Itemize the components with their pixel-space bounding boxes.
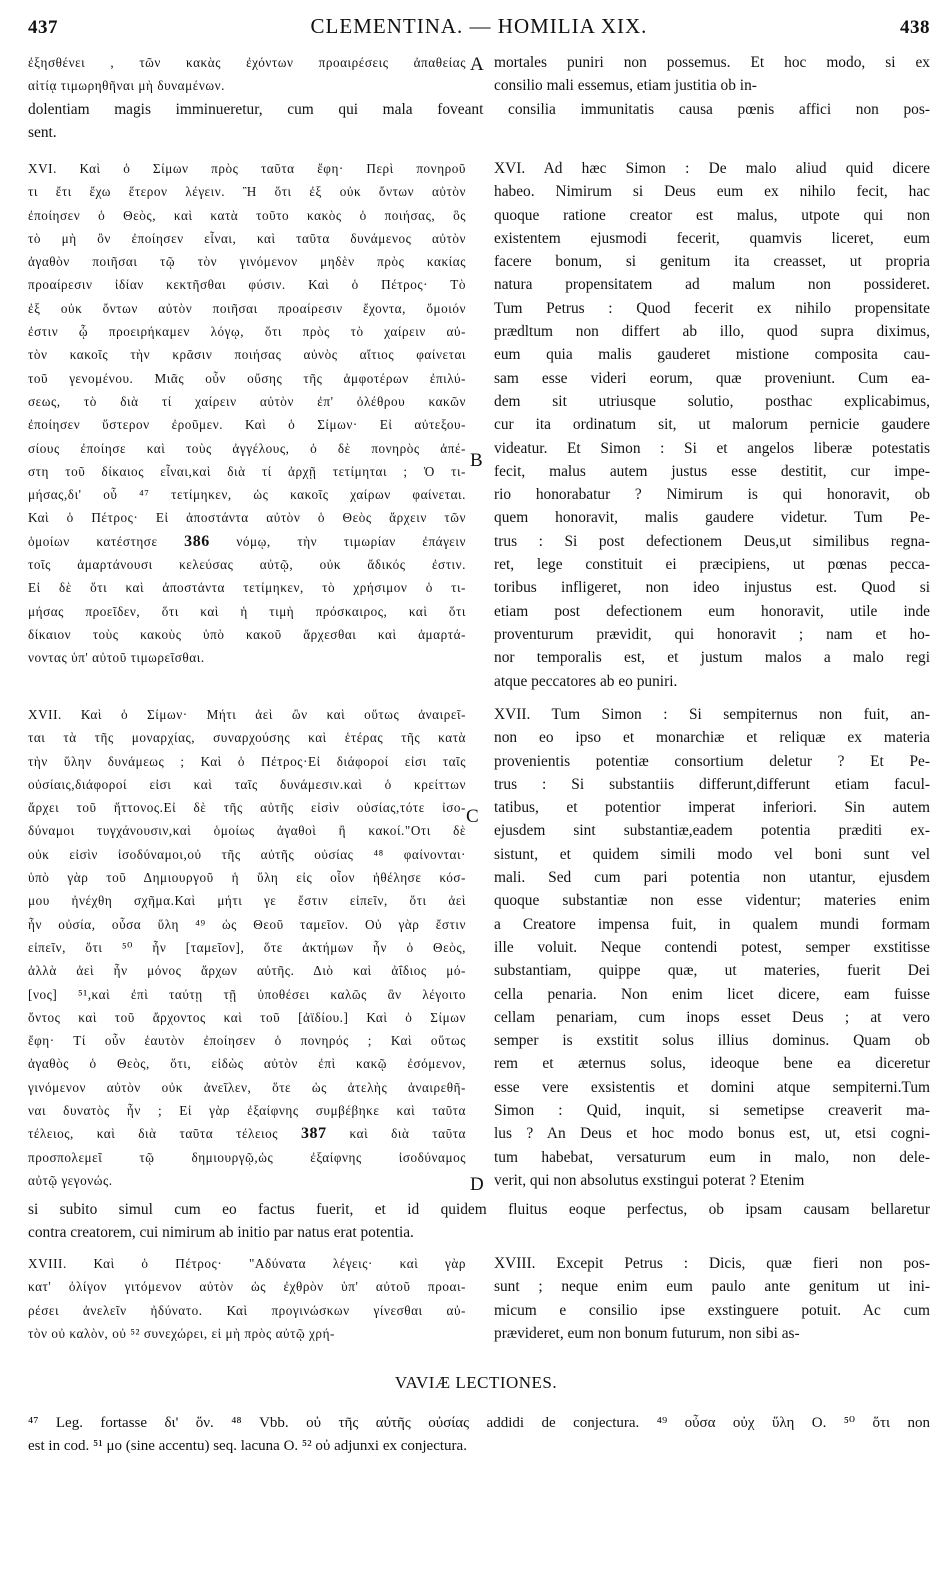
footnotes — [28, 1412, 930, 1459]
text-line: tatibus, et potentior imperat inferiori. Sin autem — [494, 799, 930, 817]
text-line: est in cod. ⁵¹ μο (sine accentu) seq. lacuna O. ⁵² οὐ adjunxi ex conjectura. — [28, 1438, 467, 1455]
text-line: Simon : Quid, inquit, si semetipse creaverit ma- — [494, 1102, 930, 1120]
text-line: αἰτίᾳ τιμωρηθῆναι μὴ δυναμένων. — [28, 78, 225, 94]
text-line: ἀλλὰ ἀεὶ ἦν μόνος ἄρχων αὐτῆς. Διὸ καὶ ἀΐδιος μό- — [28, 963, 466, 979]
text-line: ἦν οὐσία, οὖσα ὕλη ⁴⁹ ὡς Θεοῦ ταμεῖον. Οὐ γὰρ ἔστιν — [28, 916, 466, 932]
margin-marker-b: B — [470, 450, 483, 471]
text-line: facere bonum, si genitum ita creasset, ut propria — [494, 253, 930, 271]
margin-marker-a: A — [470, 54, 484, 75]
text-line: XVII. Tum Simon : Si sempiternus non fuit, an- — [494, 706, 930, 723]
text-line: non eo ipso et monarchiæ et reliquæ ex materia — [494, 729, 930, 747]
text-line: natura propensitatem ad malum non possideret. — [494, 276, 930, 294]
text-line: εἰπεῖν, ὅτι ⁵⁰ ἦν [ταμεῖον], ὅτε ἀκτήμων ἦν ὁ Θεὸς, — [28, 939, 466, 955]
text-line: prævideret, eum non bonum futurum, non sibi as- — [494, 1324, 800, 1342]
text-line: ἔφη· Τί οὖν ἑαυτὸν ἐποίησεν ὁ πονηρός ; Καὶ οὕτως — [28, 1033, 466, 1049]
text-line: ⁴⁷ Leg. fortasse δι' ὅν. ⁴⁸ Vbb. οὐ τῆς αὐτῆς οὐσίας addidi de conjectura. ⁴⁹ οὖσα οὐχ ὕλη O. ⁵⁰ ὅτι non — [28, 1415, 930, 1431]
text-line: στη τοῦ δίκαιος εἶναι,καὶ διὰ τί ἀρχῇ τετίμηται ; Ὁ τι- — [28, 463, 466, 479]
text-line: lus ? An Deus et hoc modo bonus est, ut, etsi cogni- — [494, 1125, 930, 1143]
greek-section-xvii — [28, 703, 466, 1192]
text-line: rio honorabatur ? Nimirum is qui honoravit, ob — [494, 486, 930, 504]
greek-section-xvi — [28, 157, 466, 670]
text-line: existentem ejusmodi fecerit, quamvis liceret, eum — [494, 229, 930, 247]
text-line: dolentiam magis imminueretur, cum qui mala foveant consilia immunitatis causa pœnis affici non pos- — [28, 101, 930, 118]
running-title: CLEMENTINA. — HOMILIA XIX. — [310, 14, 648, 38]
full-width-xvii — [28, 1198, 930, 1245]
text-line: XVIII. Excepit Petrus : Dicis, quæ fieri non pos- — [494, 1255, 930, 1272]
text-line: ὄντος καὶ τοῦ ἄρχοντος καὶ τοῦ [ἀϊδίου.] Καὶ ὁ Σίμων — [28, 1009, 466, 1025]
text-line: cur ita ordinatum sit, ut malorum pernicie gaudere — [494, 416, 930, 434]
text-line: αὐτῷ γεγονώς. — [28, 1172, 113, 1188]
text-line: sent. — [28, 124, 57, 142]
text-line: οὐσίαις,διάφοροί εἰσι καὶ ταῖς δυνάμεσιν.καὶ ὁ κρείττων — [28, 776, 466, 792]
latin-section-xviii — [494, 1252, 930, 1345]
text-line: dem sit utriusque solutio, posthac explicabimus, — [494, 392, 930, 410]
latin-column-top — [494, 51, 930, 98]
text-line: μου ἠνέχθη σχῆμα.Καὶ μήτι γε ἔστιν εἰπεῖν, ὅτι ἀεὶ — [28, 893, 466, 909]
text-line: ἀγαθὸς ὁ Θεὸς, ὅτι, εἰδὼς αὐτὸν ἐπὶ κακῷ ἐσόμενον, — [28, 1056, 466, 1072]
margin-marker-c: C — [466, 806, 479, 827]
text-line: γινόμενον αὐτὸν οὐκ ἀνεῖλεν, ὅτε ὡς ἀτελὴς ἀναιρεθῆ- — [28, 1079, 466, 1095]
text-line: ρέσει ἀνελεῖν ἠδύνατο. Καὶ προγινώσκων γίνεσθαι αὐ- — [28, 1302, 466, 1318]
text-line: ἐποίησεν ὕστερον ἐροῦμεν. Καὶ ὁ Σίμων· Εἰ αὐτεξου- — [28, 417, 466, 433]
text-line: ἐποίησεν ὁ Θεὸς, καὶ κατὰ τοῦτο κακὸς ὁ ποιήσας, ὃς — [28, 207, 466, 223]
text-line: XVI. Ad hæc Simon : De malo aliud quid dicere — [494, 160, 930, 177]
text-line: a Creatore impensa fuit, in qualem mundi formam — [494, 915, 930, 933]
text-line: provenientis potentiæ consortium deletur ? Et Pe- — [494, 752, 930, 770]
text-line: atque peccatores ab eo puniri. — [494, 672, 678, 690]
text-line: ἄρχει τοῦ ἥττονος.Εἰ δὲ τῆς αὐτῆς εἰσὶν οὐσίας,τότε ἰσο- — [28, 800, 466, 816]
text-line: τι ἔτι ἔχω ἕτερον λέγειν. Ἢ ὅτι ἐξ οὐκ ὄντων αὐτὸν — [28, 184, 466, 200]
text-line: προαίρεσιν ἰδίαν κεκτῆσθαι φύσιν. Καὶ ὁ Πέτρος· Τὸ — [28, 277, 466, 293]
text-line: trus : Si substantiis differunt,differunt etiam facul- — [494, 775, 930, 793]
text-line: XVIII. Καὶ ὁ Πέτρος· "Αδύνατα λέγεις· καὶ γὰρ — [28, 1256, 466, 1271]
text-line: XVII. Καὶ ὁ Σίμων· Μήτι ἀεὶ ὢν καὶ οὕτως ἀναιρεῖ- — [28, 707, 466, 722]
text-line: σεως, τὸ διὰ τί χαίρειν αὐτὸν ἐπ' ὀλέθρου κακῶν — [28, 393, 466, 409]
text-line: προσπολεμεῖ τῷ δημιουργῷ,ὡς ἐξαίφνης ἰσοδύναμος — [28, 1149, 466, 1165]
text-line: ἐστιν ᾧ προειρήκαμεν λόγῳ, ὅτι πρὸς τὸ χαίρειν αὐ- — [28, 324, 466, 340]
text-line: Καὶ ὁ Πέτρος· Εἰ ἀποστάντα αὐτὸν ὁ Θεὸς ἄρχειν τῶν — [28, 510, 466, 526]
greek-column-top — [28, 51, 466, 98]
full-width-top — [28, 98, 930, 145]
text-line: videatur. Et Simon : Si et angelos liberæ potestatis — [494, 439, 930, 457]
latin-section-xvii — [494, 703, 930, 1192]
text-line: contra creatorem, cui nimirum ab initio par natus erat potentia. — [28, 1224, 414, 1242]
variae-lectiones-heading: VAVIÆ LECTIONES. — [394, 1373, 558, 1392]
page-reference-number: 386 — [184, 532, 210, 550]
text-line: ret, lege constituit ei præcipiens, ut pœnas pecca- — [494, 556, 930, 574]
text-line: ἐξ οὐκ ὄντων αὐτὸν ποιῆσαι προαίρεσιν ἔχοντα, ὅμοιόν — [28, 300, 466, 316]
text-line: eum quia malis gauderet mistione composita cau- — [494, 346, 930, 364]
page-reference-number: 387 — [300, 1125, 327, 1143]
text-line: κατ' ὀλίγον γιτόμενον αὐτὸν ὡς ἐχθρὸν ὑπ' αὐτοῦ προαι- — [28, 1279, 466, 1295]
text-line: τὸ μὴ ὂν ἐποίησεν εἶναι, καὶ ταῦτα δυνάμενος αὐτὸν — [28, 230, 466, 246]
text-line: verit, qui non absolutus exstingui poterat ? Etenim — [494, 1171, 805, 1189]
text-line: σίους ἐποίησε καὶ τοὺς ἀγγέλους, ὁ δὲ πονηρὸς ἀπέ- — [28, 440, 466, 456]
text-line: δίκαιον τοὺς κακοὺς ὑπὸ κακοῦ ἄρχεσθαι καὶ ἁμαρτά- — [28, 626, 466, 642]
text-line: toribus infligeret, non ideo injustus est. Quod si — [494, 579, 930, 597]
text-line: XVI. Καὶ ὁ Σίμων πρὸς ταῦτα ἔφη· Περὶ πονηροῦ — [28, 161, 466, 176]
text-line: ται τὰ τῆς μοναρχίας, συναρχούσης καὶ ἑτέρας τῆς κατὰ — [28, 730, 466, 746]
text-line: quoque substantiæ non esse videntur; materies enim — [494, 892, 930, 910]
text-line: cella penaria. Non enim licet dicere, eam fuisse — [494, 985, 930, 1003]
text-line: substantiam, quippe quæ, ut materies, fuerit Dei — [494, 962, 930, 980]
text-line: esse vere exsistentis et domini atque sempiterni.Tum — [494, 1078, 930, 1096]
page-number-right: 438 — [899, 17, 930, 38]
latin-section-xvi — [494, 157, 930, 693]
text-line: micum e consilio ipse exstinguere potuit. Ac cum — [494, 1301, 930, 1319]
text-line: si subito simul cum eo factus fuerit, et id quidem fluitus eoque perfectus, ob ipsam causam bellaretur — [28, 1201, 930, 1218]
page-number-left: 437 — [28, 17, 58, 38]
text-line: Εἰ δὲ ὅτι καὶ ἀποστάντα τετίμηκεν, τὸ χρήσιμον ὁ τι- — [28, 580, 466, 596]
text-line: trus : Si post defectionem Deus,ut similibus regna- — [494, 532, 930, 550]
text-line: mortales puniri non possemus. Et hoc modo, si ex — [494, 54, 930, 71]
text-line: nor temporalis est, et justum malos a malo regi — [494, 649, 930, 667]
text-line: ἐξησθένει , τῶν κακὰς ἐχόντων προαιρέσεις ἀπαθείας — [28, 55, 466, 70]
text-line: fecit, malus autem justus esse destitit, cur impe- — [494, 462, 930, 480]
text-line: consilio mali essemus, etiam justitia ob in- — [494, 77, 757, 95]
text-line: sistunt, et quidem simili modo vel boni sunt vel — [494, 845, 930, 863]
text-line: tum habebat, versaturum eum in malo, non dele- — [494, 1148, 930, 1166]
text-line: τέλειος, καὶ διὰ ταῦτα τέλειος 387 καὶ διὰ ταῦτα — [28, 1125, 466, 1143]
text-line: proventurum prævidit, qui honoravit ; nam et ho- — [494, 625, 930, 643]
text-line: ἀγαθὸν ποιῆσαι τῷ τὸν γινόμενον μηδὲν πρὸς κακίας — [28, 254, 466, 270]
text-line: δύναμοι τυγχάνουσιν,καὶ ὁμοίως ἀγαθοὶ ἢ κακοί."Οτι δὲ — [28, 823, 466, 839]
text-line: sam esse videri eorum, quæ proveniunt. Cum ea- — [494, 369, 930, 387]
text-line: mali. Sed cum pari potentia non utantur, ejusdem — [494, 869, 930, 887]
text-line: ὑπὸ γὰρ τοῦ Δημιουργοῦ ἡ ὕλη εἰς οἷον ἠθέλησε κόσ- — [28, 870, 466, 886]
text-line: τὴν ὕλην δυνάμεως ; Καὶ ὁ Πέτρος·Εἰ διάφοροί εἰσι ταῖς — [28, 753, 466, 769]
text-line: ille voluit. Neque contendi potest, semper exstitisse — [494, 938, 930, 956]
greek-section-xviii — [28, 1252, 466, 1345]
text-line: τὸν οὐ καλὸν, οὐ ⁵² συνεχώρει, εἰ μὴ πρὸς αὐτῷ χρή- — [28, 1325, 335, 1341]
running-header — [28, 14, 930, 44]
text-line: rem et æternus solus, ideoque bene ea diceretur — [494, 1055, 930, 1073]
text-line: Tum Petrus : Quod fecerit ex nihilo propensitate — [494, 299, 930, 317]
text-line: prædltum non differt ab illo, quod supra diximus, — [494, 323, 930, 341]
text-line: τοῦ γενομένου. Μιᾶς οὖν οὔσης τῆς ἀμφοτέρων ἐπιλύ- — [28, 370, 466, 386]
text-line: cellam penariam, cum inops esset Deus ; at vero — [494, 1008, 930, 1026]
text-line: sunt ; neque enim eum paulo ante genitum ut ini- — [494, 1278, 930, 1296]
text-line: habeo. Nimirum si Deus eum ex nihilo fecit, hac — [494, 183, 930, 201]
text-line: etiam post defectionem eum honoravit, utile inde — [494, 602, 930, 620]
text-line: [νος] ⁵¹,καὶ ἐπὶ ταύτῃ τῇ ὑποθέσει καλῶς ἂν λέγοιτο — [28, 986, 466, 1002]
text-line: quoque ratione creator est malus, utpote qui non — [494, 206, 930, 224]
text-line: semper is exstitit solus illius dominus. Quam ob — [494, 1032, 930, 1050]
text-line: τοῖς ἁμαρτάνουσι κελεύσας αὐτῷ, οὐκ ἄδικός ἐστιν. — [28, 557, 466, 573]
text-line: μήσας,δι' οὗ ⁴⁷ τετίμηκεν, ὡς κακοῖς χαίρων φαίνεται. — [28, 487, 466, 503]
text-line: ὁμοίων κατέστησε 386 νόμῳ, τὴν τιμωρίαν ἐπάγειν — [28, 532, 466, 550]
text-line: μήσας προεῖδεν, ὅτι καὶ ἡ τιμὴ πρόσκαιρος, καὶ ὅτι — [28, 603, 466, 619]
text-line: οὐκ εἰσὶν ἰσοδύναμοι,οὐ τῆς αὐτῆς οὐσίας ⁴⁸ φαίνονται· — [28, 846, 466, 862]
text-line: quem honoravit, malis gaudere videtur. Tum Pe- — [494, 509, 930, 527]
text-line: ναι δυνατὸς ἦν ; Εἰ γὰρ ἐξαίφνης συμβέβηκε καὶ ταῦτα — [28, 1103, 466, 1119]
text-line: τὸν κακοῖς τὴν κρᾶσιν ποιήσας αὐνὸς αἴτιος φαίνεται — [28, 347, 466, 363]
text-line: νοντας ὑπ' αὐτοῦ τιμωρεῖσθαι. — [28, 650, 205, 666]
text-line: ejusdem sint substantiæ,eadem potentia præditi ex- — [494, 822, 930, 840]
margin-marker-d: D — [470, 1174, 484, 1195]
